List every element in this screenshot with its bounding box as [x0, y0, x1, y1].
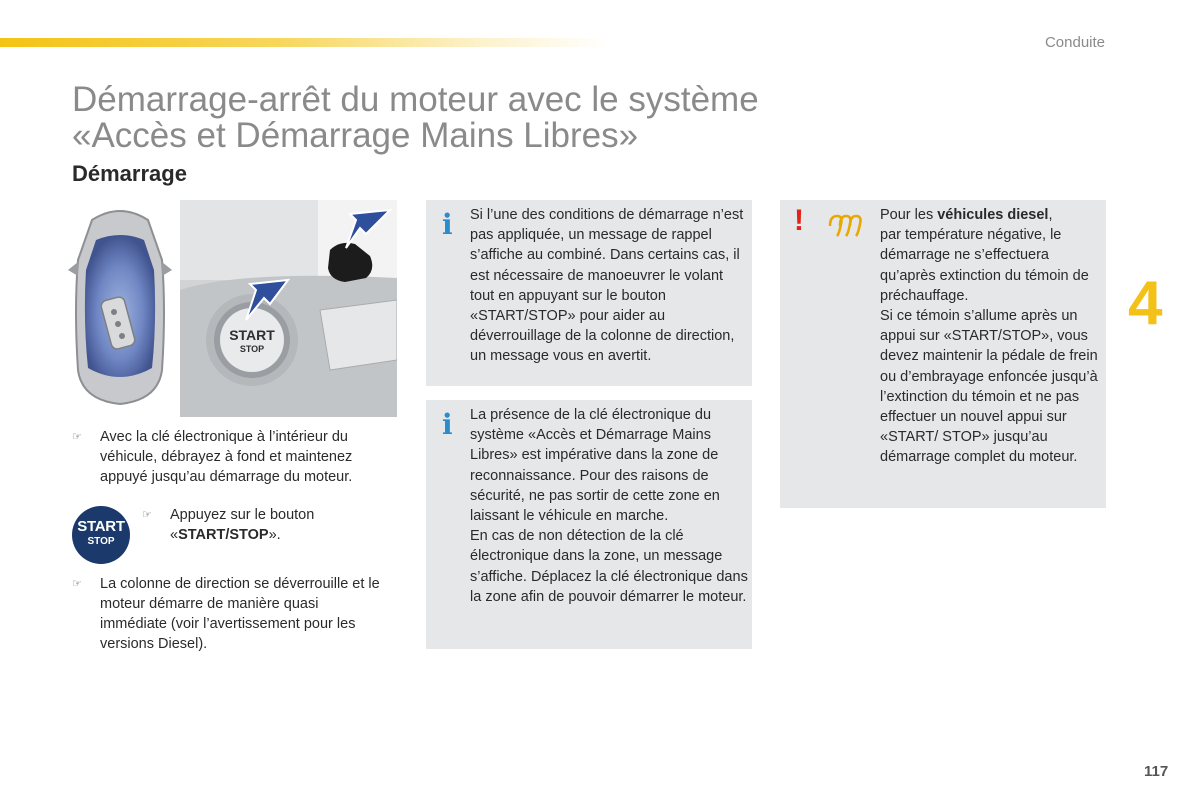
section-subtitle: Démarrage [72, 161, 187, 186]
info-box-paragraph: La présence de la clé électronique du système «Accès et Démarrage Mains Libres» est impérative dans la zone de reconnaissance. Pour des raisons de sécurité, ne pas sortir de cette zone en laissant le véhicule en marche. [470, 407, 720, 525]
car-top-view-illustration [62, 200, 178, 410]
info-icon: i [442, 208, 453, 241]
warning-box-diesel [780, 200, 1106, 508]
page-title-line-2: «Accès et Démarrage Mains Libres» [72, 116, 639, 155]
info-box-paragraph: En cas de non détection de la clé électronique dans la zone, un message s’affiche. Déplacez la clé électronique dans la zone afin de pouvoir démarrer le moteur. [470, 528, 748, 605]
chapter-number: 4 [1128, 269, 1163, 338]
top-accent-bar [0, 38, 610, 47]
dashboard-start-label: START [229, 327, 275, 343]
warning-box-paragraph: Si ce témoin s’allume après un appui sur «START/STOP», vous devez maintenir la pédale de frein ou d’embrayage enfoncée jusqu’à l’extinction du témoin et ne pas effectuer un nouvel appui sur «START/ STOP» jusqu’au démarrage complet du moteur. [880, 308, 1098, 466]
dashboard-diagram [180, 200, 397, 417]
start-stop-icon-stop: STOP [87, 536, 115, 547]
start-stop-icon [72, 506, 130, 564]
info-box-key-presence [426, 400, 752, 649]
info-box-text [470, 405, 750, 607]
step-text: Appuyez sur le bouton «START/STOP». [170, 507, 315, 543]
warning-box-paragraph: par température négative, le démarrage ne s’effectuera qu’après extinction du témoin de préchauffage. [880, 227, 1089, 304]
step-steering-unlock [72, 574, 382, 654]
page-number: 117 [1144, 763, 1169, 780]
glow-plug-icon [828, 212, 864, 238]
car-diagram [62, 200, 178, 410]
page-title [72, 82, 832, 154]
pointing-hand-bullet-icon: ☞ [72, 578, 82, 590]
start-button-dashboard-illustration [180, 200, 397, 417]
section-label: Conduite [1044, 34, 1105, 51]
pointing-hand-bullet-icon: ☞ [72, 431, 82, 443]
step-press-start-stop [142, 505, 372, 545]
warning-box-intro: Pour les véhicules diesel, [880, 207, 1053, 223]
pointing-hand-bullet-icon: ☞ [142, 509, 152, 521]
dashboard-stop-label: STOP [239, 344, 265, 354]
info-box-start-conditions [426, 200, 752, 386]
page-title-line-1: Démarrage-arrêt du moteur avec le système [72, 80, 759, 119]
step-press-clutch [72, 427, 382, 487]
warning-box-text [880, 205, 1100, 468]
step-text: Avec la clé électronique à l’intérieur du véhicule, débrayez à fond et maintenez appuyé jusqu’au démarrage du moteur. [100, 429, 353, 485]
info-icon: i [442, 408, 453, 441]
step-text: La colonne de direction se déverrouille et le moteur démarre de manière quasi immédiate (voir l’avertissement pour les versions Diesel). [100, 576, 380, 652]
info-box-text: Si l’une des conditions de démarrage n’est pas appliquée, un message de rappel s’affiche au combiné. Dans certains cas, il est nécessaire de manoeuvrer le volant tout en appuyant sur le bouton «START/STOP» pour aider au déverrouillage de la colonne de direction, un message vous en avertit. [470, 207, 744, 365]
start-stop-icon-start: START [77, 518, 125, 535]
warning-icon: ! [794, 204, 804, 237]
